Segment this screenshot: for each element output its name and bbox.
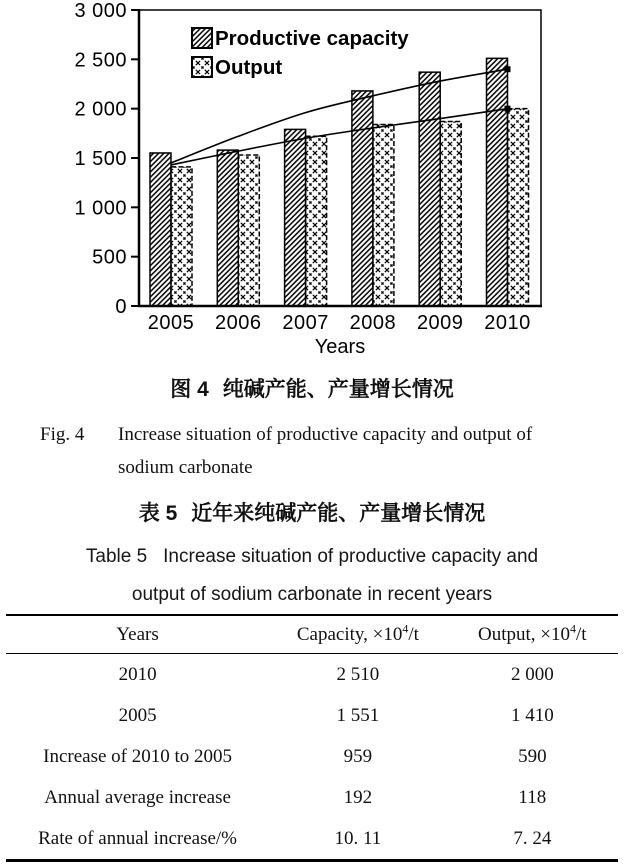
bar-productive-capacity-2008 xyxy=(352,91,373,306)
y-tick-label: 0 xyxy=(115,296,127,318)
y-tick-label: 3 000 xyxy=(74,0,127,22)
trend-end-marker xyxy=(505,66,511,72)
figure-caption-en-label: Fig. 4 xyxy=(40,424,85,445)
x-tick-label: 2008 xyxy=(349,312,397,334)
capacity-output-bar-chart xyxy=(0,0,624,362)
table-title-cn-text: 近年来纯碱产能、产量增长情况 xyxy=(191,502,486,525)
bar-productive-capacity-2010 xyxy=(487,58,508,306)
row-label: Rate of annual increase/% xyxy=(6,818,269,861)
table-title-en xyxy=(0,538,624,614)
figure-caption-en xyxy=(40,418,624,484)
capacity-value: 959 xyxy=(343,745,373,767)
y-tick-label: 1 500 xyxy=(74,148,127,170)
bar-output-2005 xyxy=(171,167,192,306)
x-tick-label: 2006 xyxy=(215,312,262,334)
figure-caption-en-text xyxy=(118,418,532,484)
table-title-cn-label: 表 5 xyxy=(138,502,178,525)
row-label: 2005 xyxy=(118,704,157,726)
bar-output-2008 xyxy=(373,124,394,306)
x-tick-label: 2005 xyxy=(147,312,195,334)
table-title-en-label: Table 5 xyxy=(85,546,148,567)
table-row xyxy=(6,736,618,777)
bar-productive-capacity-2007 xyxy=(285,129,306,306)
bar-output-2009 xyxy=(440,121,461,306)
header-capacity: Capacity, $\times 10^4/t$ xyxy=(269,615,446,654)
table-row xyxy=(6,654,618,696)
header-output: Output, $\times 10^4/t$ xyxy=(447,615,618,654)
y-tick-label: 2 500 xyxy=(74,49,127,72)
output-value: 2 000 xyxy=(510,663,554,685)
output-value: 1 410 xyxy=(510,704,554,726)
x-tick-label: 2010 xyxy=(484,312,531,334)
table-row xyxy=(6,777,618,818)
legend-label: Productive capacity xyxy=(215,27,409,50)
plot-frame xyxy=(139,10,541,306)
figure-caption-cn-label: 图 4 xyxy=(170,378,209,401)
output-value: 118 xyxy=(518,786,547,808)
x-tick-label: 2007 xyxy=(282,312,329,334)
bar-productive-capacity-2006 xyxy=(217,150,238,306)
bar-output-2010 xyxy=(508,109,529,306)
y-axis-ticks xyxy=(74,0,139,318)
bar-productive-capacity-2005 xyxy=(150,153,171,306)
figure4-chart xyxy=(0,0,624,362)
table-title-cn xyxy=(0,502,624,526)
trend-end-marker xyxy=(505,106,511,112)
legend-swatch-productive-capacity xyxy=(192,28,212,48)
figure-caption-cn xyxy=(0,378,624,402)
output-value: 7. 24 xyxy=(447,818,618,861)
legend xyxy=(192,27,409,79)
table-title-en-line2: output of sodium carbonate in recent years xyxy=(131,584,493,605)
output-value: 590 xyxy=(518,745,547,767)
figure-caption-en-line1: Increase situation of productive capacity and output of xyxy=(118,424,533,445)
table-title-en-line1: Table 5 Increase situation of productive capacity and xyxy=(85,546,539,567)
y-tick-label: 1 000 xyxy=(74,197,127,220)
figure-caption-en-line2: sodium carbonate xyxy=(118,457,253,478)
bar-output-2007 xyxy=(306,136,327,306)
bar-productive-capacity-2009 xyxy=(419,72,440,306)
legend-swatch-output xyxy=(192,57,212,77)
x-axis-title: Years xyxy=(314,336,366,358)
table-row xyxy=(6,695,618,736)
row-label: Increase of 2010 to 2005 xyxy=(43,745,233,767)
legend-label: Output xyxy=(215,56,283,79)
row-label: 2010 xyxy=(118,663,157,685)
bar-output-2006 xyxy=(238,155,259,306)
table-header-row xyxy=(6,615,618,654)
capacity-value: 192 xyxy=(343,786,373,808)
x-tick-label: 2009 xyxy=(416,312,464,334)
header-years: Years xyxy=(6,615,269,654)
table5 xyxy=(6,614,618,862)
capacity-value: 2 510 xyxy=(336,663,380,685)
capacity-value: 10. 11 xyxy=(269,818,446,861)
y-tick-label: 2 000 xyxy=(74,98,127,121)
table-row xyxy=(6,818,618,861)
x-axis-labels xyxy=(148,312,531,334)
capacity-value: 1 551 xyxy=(336,704,380,726)
figure-caption-cn-text: 纯碱产能、产量增长情况 xyxy=(222,378,454,401)
row-label: Annual average increase xyxy=(44,786,231,808)
y-tick-label: 500 xyxy=(92,246,127,269)
